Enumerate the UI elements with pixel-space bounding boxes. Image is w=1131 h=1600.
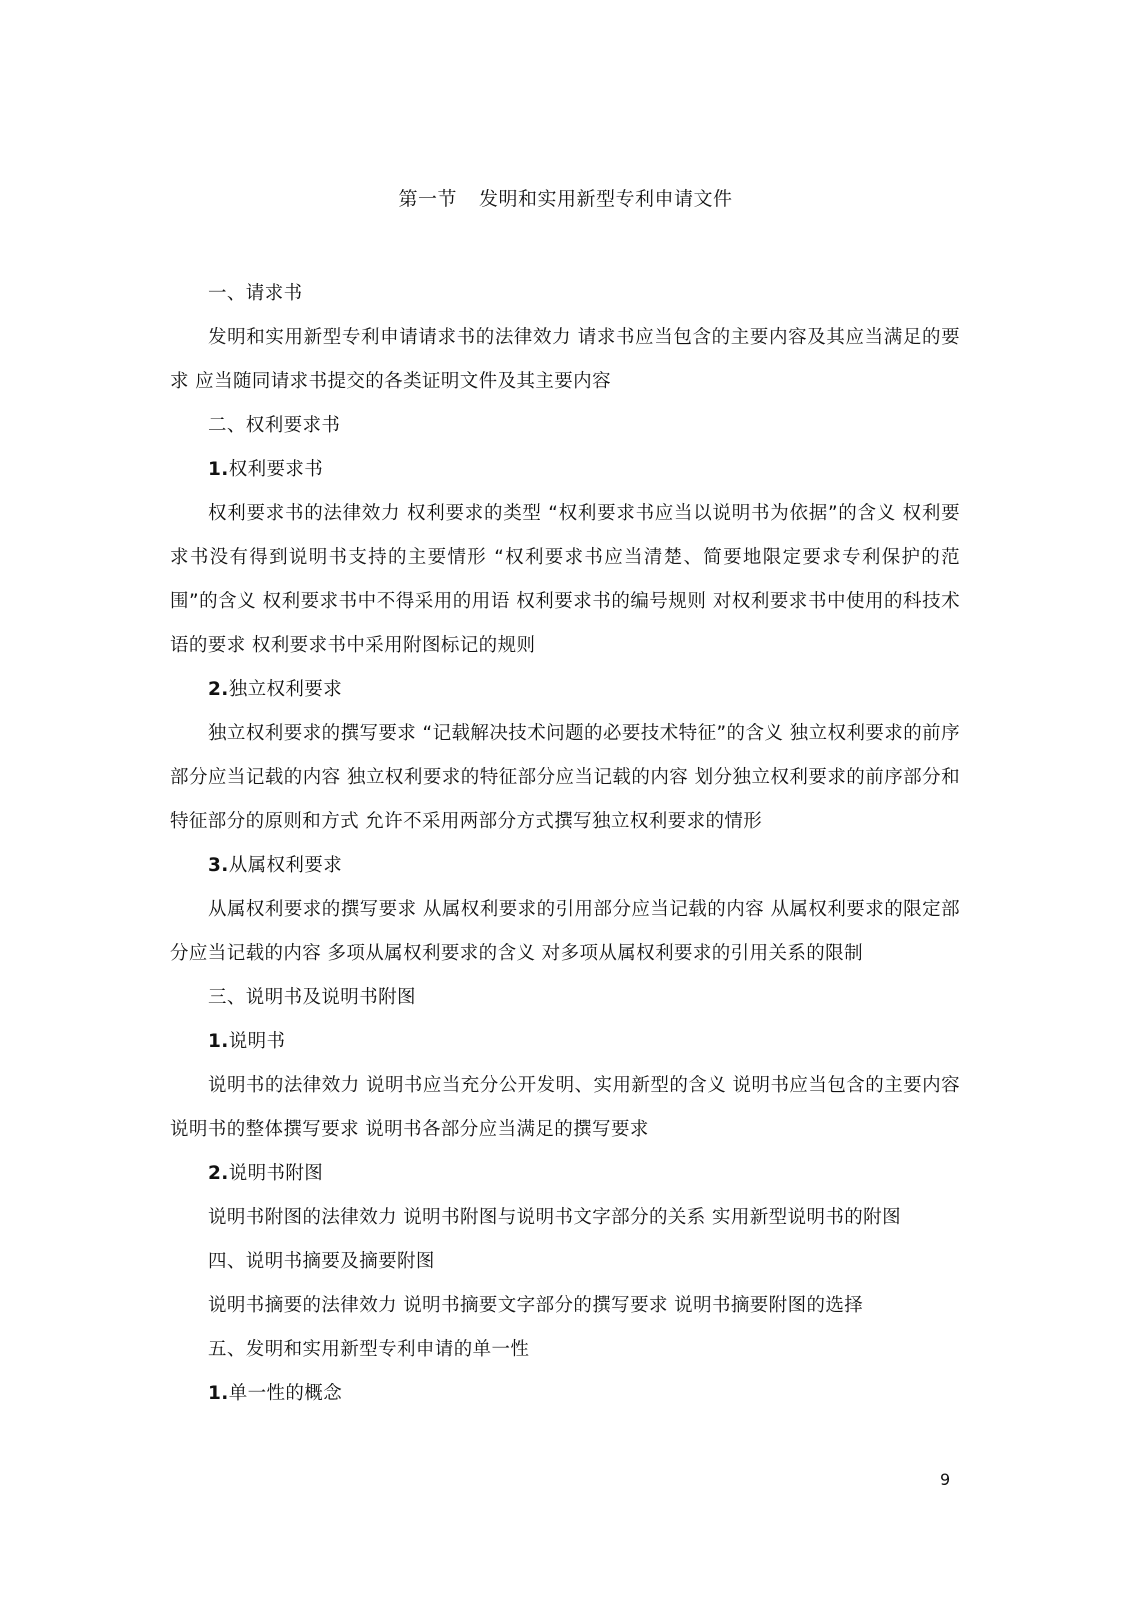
heading-text: 三、说明书及说明书附图	[208, 987, 416, 1008]
heading-text: 一、请求书	[208, 283, 303, 304]
body-paragraph: 说明书的法律效力 说明书应当充分公开发明、实用新型的含义 说明书应当包含的主要内容 说明书的整体撰写要求 说明书各部分应当满足的撰写要求	[170, 1075, 960, 1140]
body-paragraph: 说明书摘要的法律效力 说明书摘要文字部分的撰写要求 说明书摘要附图的选择	[208, 1295, 864, 1316]
subsection-number: 2.	[208, 679, 229, 700]
page-title	[0, 186, 1131, 212]
subsection-text: 权利要求书	[228, 459, 324, 480]
subsection-heading	[170, 1152, 960, 1196]
document-body	[170, 272, 960, 1416]
subsection-heading	[170, 844, 960, 888]
body-paragraph: 独立权利要求的撰写要求 “记载解决技术问题的必要技术特征”的含义 独立权利要求的前序部分应当记载的内容 独立权利要求的特征部分应当记载的内容 划分独立权利要求的前序部分和特征部分的原则和方式 允许不采用两部分方式撰写独立权利要求的情形	[170, 723, 960, 832]
heading-text: 五、发明和实用新型专利申请的单一性	[208, 1339, 530, 1360]
body-paragraph: 从属权利要求的撰写要求 从属权利要求的引用部分应当记载的内容 从属权利要求的限定部分应当记载的内容 多项从属权利要求的含义 对多项从属权利要求的引用关系的限制	[170, 899, 960, 964]
section-number: 第一节	[398, 188, 457, 210]
body-paragraph: 发明和实用新型专利申请请求书的法律效力 请求书应当包含的主要内容及其应当满足的要求 应当随同请求书提交的各类证明文件及其主要内容	[170, 327, 960, 392]
section-heading	[170, 272, 960, 316]
subsection-text: 说明书	[228, 1031, 286, 1052]
heading-text: 二、权利要求书	[208, 415, 341, 436]
page-number: 9	[940, 1470, 951, 1489]
subsection-number: 3.	[208, 855, 229, 876]
section-heading	[170, 1240, 960, 1284]
section-heading	[170, 1328, 960, 1372]
subsection-text: 说明书附图	[228, 1163, 324, 1184]
heading-text: 四、说明书摘要及摘要附图	[208, 1251, 435, 1272]
subsection-heading	[170, 448, 960, 492]
body-paragraph: 权利要求书的法律效力 权利要求的类型 “权利要求书应当以说明书为依据”的含义 权利要求书没有得到说明书支持的主要情形 “权利要求书应当清楚、简要地限定要求专利保护的范围”的含义 权利要求书中不得采用的用语 权利要求书的编号规则 对权利要求书中使用的科技术语的要求 权利要求书中采用附图标记的规则	[170, 503, 960, 656]
section-heading	[170, 404, 960, 448]
subsection-text: 从属权利要求	[228, 855, 343, 876]
subsection-heading	[170, 1372, 960, 1416]
subsection-heading	[170, 668, 960, 712]
subsection-heading	[170, 1020, 960, 1064]
subsection-number: 1.	[208, 1031, 229, 1052]
subsection-number: 2.	[208, 1163, 229, 1184]
subsection-text: 单一性的概念	[228, 1383, 343, 1404]
subsection-text: 独立权利要求	[228, 679, 343, 700]
subsection-number: 1.	[208, 1383, 229, 1404]
subsection-number: 1.	[208, 459, 229, 480]
section-heading	[170, 976, 960, 1020]
section-title: 发明和实用新型专利申请文件	[479, 188, 733, 210]
body-paragraph: 说明书附图的法律效力 说明书附图与说明书文字部分的关系 实用新型说明书的附图	[208, 1207, 901, 1228]
